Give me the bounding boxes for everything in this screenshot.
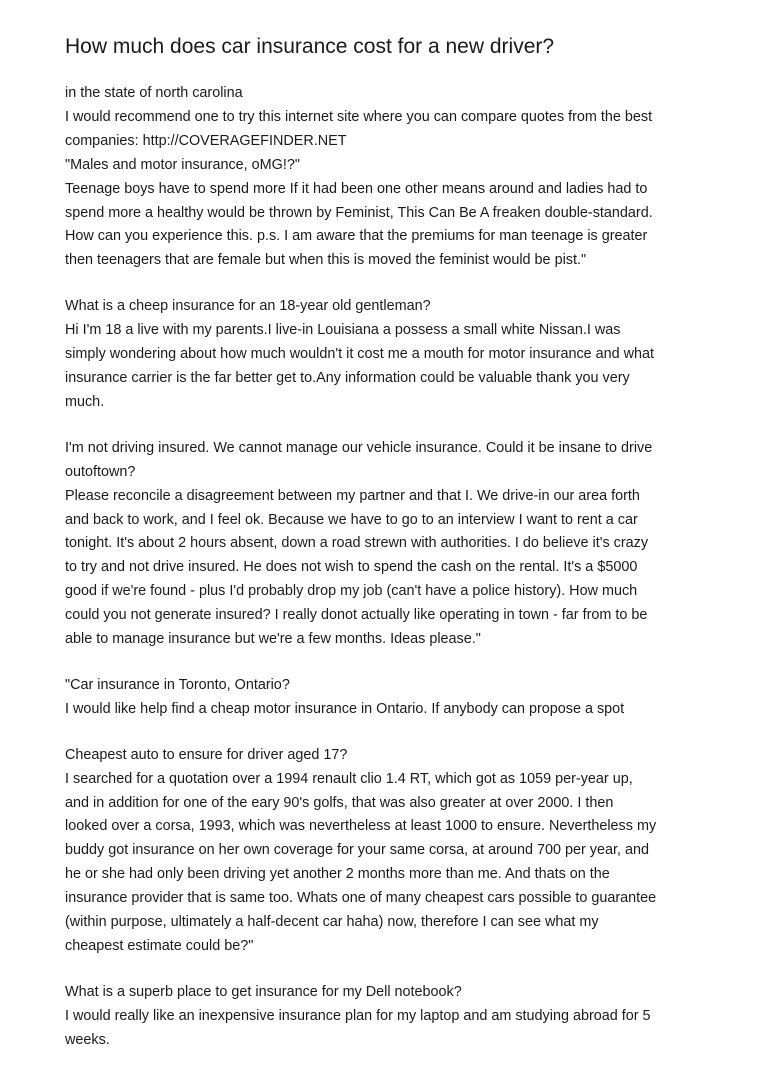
section-line: able to manage insurance but we're a few months. Ideas please."	[65, 631, 481, 648]
section-line: good if we're found - plus I'd probably drop my job (can't have a police history). How much	[65, 583, 638, 600]
section-line: spend more a healthy would be thrown by Feminist, This Can Be A freaken double-standard.	[65, 204, 653, 221]
section-line: buddy got insurance on her own coverage for your same corsa, at around 700 per year, and	[65, 842, 649, 859]
section-line: to try and not drive insured. He does not wish to spend the cash on the rental. It's a $5000	[65, 559, 638, 576]
section-line: looked over a corsa, 1993, which was nevertheless at least 1000 to ensure. Nevertheless my	[65, 818, 657, 835]
section-line: (within purpose, ultimately a half-decent car haha) now, therefore I can see what my	[65, 914, 599, 931]
section-heading: What is a cheep insurance for an 18-year old gentleman?	[65, 298, 431, 315]
section-line: Teenage boys have to spend more If it had been one other means around and ladies had to	[65, 180, 648, 197]
section-line: cheapest estimate could be?"	[65, 938, 254, 954]
section-line: insurance carrier is the far better get to.Any information could be valuable thank you very	[65, 369, 630, 386]
section-line: could you not generate insured? I really donot actually like operating in town - far from to be	[65, 607, 648, 624]
section-line: much.	[65, 393, 105, 410]
section-line: in the state of north carolina	[65, 85, 243, 101]
section-line: insurance provider that is same too. Whats one of many cheapest cars possible to guarantee	[65, 890, 657, 907]
section-toronto	[65, 674, 715, 722]
section-line: Hi I'm 18 a live with my parents.I live-in Louisiana a possess a small white Nissan.I was	[65, 322, 621, 339]
section-cheapest-auto-17	[65, 744, 715, 959]
section-north-carolina	[65, 82, 715, 273]
section-line: How can you experience this. p.s. I am aware that the premiums for man teenage is greater	[65, 228, 648, 245]
section-heading: "Males and motor insurance, oMG!?"	[65, 156, 300, 173]
section-heading: Cheapest auto to ensure for driver aged 17?	[65, 746, 348, 763]
section-heading: outoftown?	[65, 463, 136, 480]
section-not-insured	[65, 437, 715, 652]
section-line: weeks.	[65, 1031, 110, 1048]
document-title: How much does car insurance cost for a new driver?	[65, 35, 555, 58]
section-dell-notebook	[65, 981, 715, 1053]
section-line: he or she had only been driving yet another 2 months more than me. And thats on the	[65, 866, 610, 883]
section-line: and back to work, and I feel ok. Because we have to go to an interview I want to rent a car	[65, 511, 638, 528]
section-line: I would recommend one to try this internet site where you can compare quotes from the best	[65, 108, 653, 125]
section-line: and in addition for one of the eary 90's golfs, that was also greater at over 2000. I then	[65, 794, 614, 811]
section-line: I would like help find a cheap motor insurance in Ontario. If anybody can propose a spot	[65, 700, 625, 717]
section-line: then teenagers that are female but when this is moved the feminist would be pist."	[65, 252, 587, 269]
section-line: Please reconcile a disagreement between my partner and that I. We drive-in our area forth	[65, 487, 640, 504]
section-cheap-insurance-18	[65, 295, 715, 415]
section-heading: I'm not driving insured. We cannot manage our vehicle insurance. Could it be insane to drive	[65, 439, 653, 456]
section-line: companies: http://COVERAGEFINDER.NET	[65, 132, 347, 149]
section-heading: What is a superb place to get insurance for my Dell notebook?	[65, 983, 462, 1000]
section-line: I searched for a quotation over a 1994 renault clio 1.4 RT, which got as 1059 per-year up,	[65, 770, 633, 787]
document-page	[65, 34, 715, 1075]
section-heading: "Car insurance in Toronto, Ontario?	[65, 676, 290, 693]
section-line: simply wondering about how much wouldn't it cost me a mouth for motor insurance and what	[65, 346, 655, 363]
section-line: I would really like an inexpensive insurance plan for my laptop and am studying abroad for 5	[65, 1007, 651, 1024]
section-line: tonight. It's about 2 hours absent, down a road strewn with authorities. I do believe it's crazy	[65, 535, 649, 552]
